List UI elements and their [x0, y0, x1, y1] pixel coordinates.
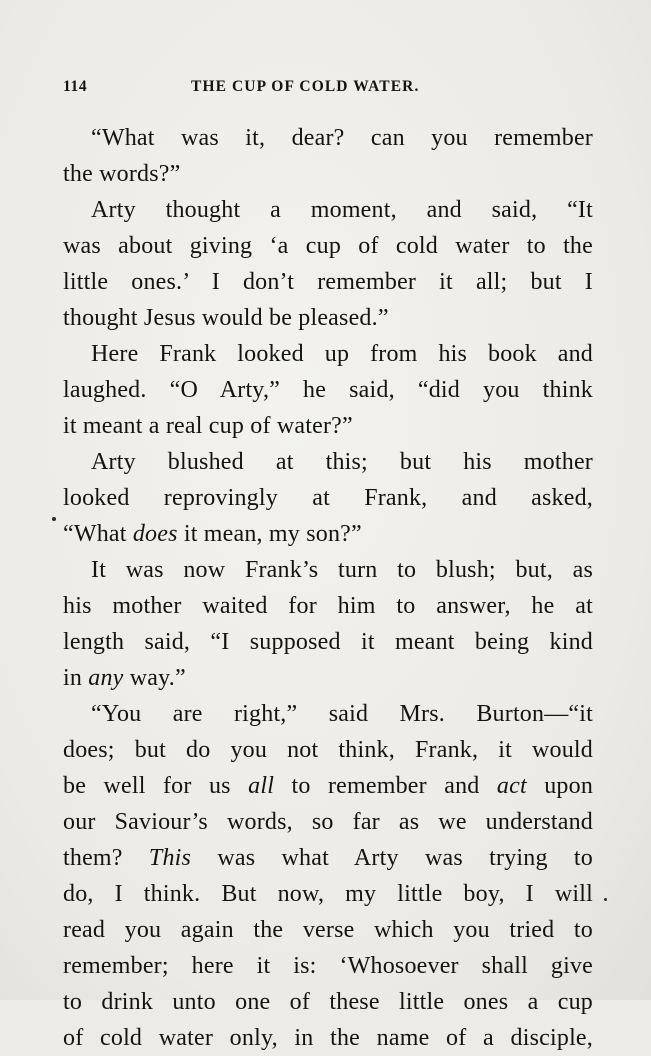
text-run: the words?” [63, 161, 181, 187]
text-line [63, 300, 593, 336]
text-line [63, 660, 593, 696]
body-text [63, 120, 593, 1056]
text-run: laughed. “O Arty,” he said, “did you think [63, 377, 593, 403]
text-run: Here Frank looked up from his book and [91, 341, 593, 367]
text-line [63, 516, 593, 552]
text-line [63, 1020, 593, 1056]
text-line [63, 228, 593, 264]
text-line [63, 480, 593, 516]
italic-text: any [88, 665, 124, 691]
text-run: it mean, my son?” [177, 521, 362, 547]
text-run: in [63, 665, 89, 691]
text-run: read you again the verse which you tried to [63, 917, 593, 943]
text-line [63, 588, 593, 624]
text-line [63, 192, 593, 228]
text-run: upon [526, 773, 594, 799]
text-run: of cold water only, in the name of a disciple, [63, 1025, 593, 1051]
text-line [63, 264, 593, 300]
text-run: “What [63, 521, 133, 547]
print-speck [604, 898, 607, 901]
italic-text: act [496, 773, 527, 799]
italic-text: does [132, 521, 178, 547]
text-run: it meant a real cup of water?” [63, 413, 353, 439]
text-line [63, 840, 593, 876]
text-line [63, 156, 593, 192]
text-run: “You are right,” said Mrs. Burton—“it [91, 701, 593, 727]
text-run: them? [63, 845, 149, 871]
text-line [63, 696, 593, 732]
text-run: Arty blushed at this; but his mother [91, 449, 593, 475]
text-run: to drink unto one of these little ones a cup [63, 989, 593, 1015]
text-line [63, 876, 593, 912]
italic-text: all [248, 773, 275, 799]
text-line [63, 984, 593, 1020]
text-run: do, I think. But now, my little boy, I will [63, 881, 593, 907]
text-line [63, 732, 593, 768]
text-run: looked reprovingly at Frank, and asked, [63, 485, 593, 511]
text-line [63, 948, 593, 984]
text-line [63, 624, 593, 660]
text-line [63, 912, 593, 948]
text-line [63, 552, 593, 588]
italic-text: This [148, 845, 192, 871]
running-header [63, 78, 588, 102]
text-run: little ones.’ I don’t remember it all; but I [63, 269, 593, 295]
text-run: length said, “I supposed it meant being kind [63, 629, 593, 655]
text-line [63, 336, 593, 372]
page-number: 114 [63, 78, 88, 95]
text-run: was what Arty was trying to [191, 845, 593, 871]
text-line [63, 408, 593, 444]
text-line [63, 444, 593, 480]
text-run: was about giving ‘a cup of cold water to the [63, 233, 593, 259]
text-run: remember; here it is: ‘Whosoever shall give [63, 953, 593, 979]
text-line [63, 768, 593, 804]
text-line [63, 804, 593, 840]
text-line [63, 120, 593, 156]
running-title: THE CUP OF COLD WATER. [191, 78, 420, 95]
text-run: to remember and [274, 773, 497, 799]
text-run: thought Jesus would be pleased.” [63, 305, 389, 331]
text-run: be well for us [63, 773, 249, 799]
text-run: It was now Frank’s turn to blush; but, as [91, 557, 593, 583]
text-run: our Saviour’s words, so far as we understand [63, 809, 593, 835]
text-run: Arty thought a moment, and said, “It [91, 197, 593, 223]
text-run: his mother waited for him to answer, he at [63, 593, 593, 619]
text-line [63, 372, 593, 408]
text-run: way.” [123, 665, 186, 691]
text-run: does; but do you not think, Frank, it would [63, 737, 593, 763]
print-speck [52, 517, 56, 521]
text-run: “What was it, dear? can you remember [91, 125, 593, 151]
